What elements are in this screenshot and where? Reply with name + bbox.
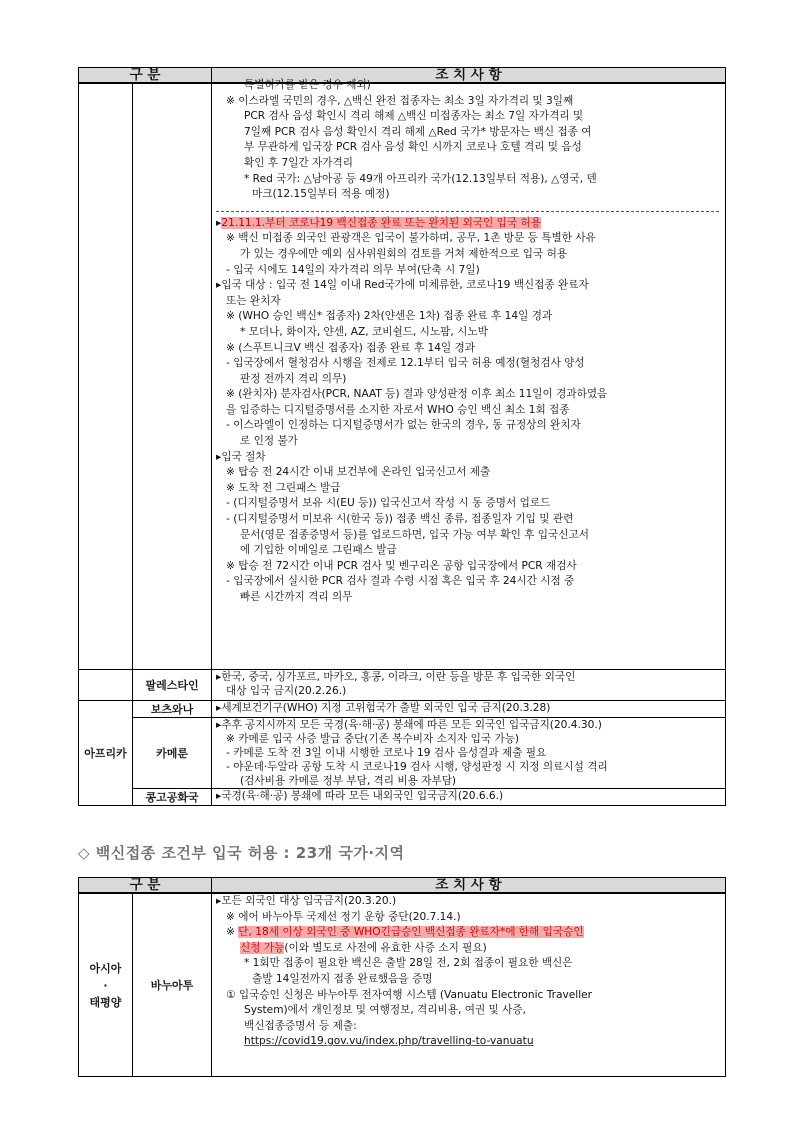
country-measures-table xyxy=(78,67,726,806)
text-line: * 모더나, 화이자, 얀센, AZ, 코비쉴드, 시노팜, 시노박 xyxy=(240,325,488,338)
text-line: 확인 후 7일간 자가격리 xyxy=(244,156,353,169)
region-line: 태평양 xyxy=(89,995,122,1009)
country-cameroon: 카메룬 xyxy=(133,718,212,789)
text-line: ※ (WHO 승인 백신* 접종자) 2차(얀센은 1차) 접종 완료 후 14일 경과 xyxy=(226,310,553,323)
text-line: - 야운데·두알라 공항 도착 시 코로나19 검사 시행, 양성판정 시 지정 의료시설 격리 xyxy=(226,761,608,773)
text-line: ▸국경(육·해·공) 봉쇄에 따라 모든 내외국인 입국금지(20.6.6.) xyxy=(216,790,504,802)
highlighted-text: 신청 가능 xyxy=(240,941,285,954)
table-row-botswana xyxy=(79,701,726,718)
text-line: - 입국 시에도 14일의 자가격리 의무 부여(단축 시 7일) xyxy=(226,263,480,276)
note-text: (이와 별도로 사전에 유효한 사증 소지 필요) xyxy=(284,941,487,954)
text-line xyxy=(216,941,719,957)
text-line: ※ 카메룬 입국 사증 발급 중단(기존 복수비자 소지자 입국 가능) xyxy=(226,733,520,745)
text-line: ▸세계보건기구(WHO) 지정 고위험국가 출발 외국인 입국 금지(20.3.28) xyxy=(216,702,551,714)
country-palestine: 팔레스타인 xyxy=(133,670,212,701)
country-vanuatu: 바누아투 xyxy=(133,893,212,1077)
text-line: 에 기입한 이메일로 그린패스 발급 xyxy=(240,544,397,557)
text-line: ▸21.11.1.부터 코로나19 백신접종 완료 또는 완치된 외국인 입국 허용 xyxy=(216,216,541,229)
region-cell-empty xyxy=(79,83,133,670)
table-row-israel xyxy=(79,83,726,670)
text-line: 출발 14일전까지 접종 완료했음을 증명 xyxy=(252,972,433,985)
text-line: ※ 탑승 전 24시간 이내 보건부에 온라인 입국신고서 제출 xyxy=(226,466,491,479)
text-line: - (디지털증명서 보유 시(EU 등)) 입국신고서 작성 시 동 증명서 업로드 xyxy=(226,497,551,510)
text-line: 7일째 PCR 검사 음성 확인시 격리 해제 △Red 국가* 방문자는 백신 접종 여 xyxy=(244,125,592,138)
text-line: ▸모든 외국인 대상 입국금지(20.3.20.) xyxy=(216,895,397,907)
text-line: ▸입국 대상 : 입국 전 14일 이내 Red국가에 미체류한, 코로나19 백신접종 완료자 xyxy=(216,279,589,292)
region-africa: 아프리카 xyxy=(79,701,133,806)
region-asia-pacific xyxy=(79,893,133,1077)
vanuatu-measures xyxy=(212,893,726,1077)
dashed-divider xyxy=(216,211,719,212)
note-mark: ※ xyxy=(226,926,239,939)
header-category: 구 분 xyxy=(79,878,212,894)
text-line: ※ 이스라엘 국민의 경우, △백신 완전 접종자는 최소 3일 자가격리 및 3일째 xyxy=(226,94,574,107)
text-line: 로 인정 불가 xyxy=(240,435,298,448)
congo-measures xyxy=(212,789,726,806)
text-line: - (디지털증명서 미보유 시(한국 등)) 접종 백신 종류, 접종일자 기입 및 관련 xyxy=(226,513,574,526)
region-line: · xyxy=(103,978,108,992)
text-line: ※ (완치자) 분자검사(PCR, NAAT 등) 결과 양성판정 이후 최소 11일이 경과하였음 xyxy=(226,388,608,401)
text-line: ▸한국, 중국, 싱가포르, 마카오, 홍콩, 이라크, 이란 등을 방문 후 입국한 외국인 xyxy=(216,671,576,683)
text-line: ▸입국 절차 xyxy=(216,450,266,463)
text-line: System)에서 개인정보 및 여행정보, 격리비용, 여권 및 사증, xyxy=(244,1004,526,1017)
text-line: 문서(영문 접종증명서 등)를 업로드하면, 입국 가능 여부 확인 후 입국신고서 xyxy=(240,528,589,541)
country-cell-empty xyxy=(133,83,212,670)
text-line: * 1회만 접종이 필요한 백신은 출발 28일 전, 2회 접종이 필요한 백신은 xyxy=(244,957,573,970)
header-measures: 조 치 사 항 xyxy=(212,878,726,894)
text-line: - 입국장에서 혈청검사 시행을 전제로 12.1부터 입국 허용 예정(혈청검사 양성 xyxy=(226,357,585,370)
cameroon-measures xyxy=(212,718,726,789)
text-line xyxy=(216,1034,719,1050)
region-line: 아시아 xyxy=(89,961,122,975)
table-header xyxy=(79,878,726,894)
palestine-measures xyxy=(212,670,726,701)
section-title: ◇ 백신접종 조건부 입국 허용 : 23개 국가·지역 xyxy=(78,844,405,862)
text-line: - 카메룬 도착 전 3일 이내 시행한 코로나 19 검사 음성결과 제출 필요 xyxy=(226,747,547,759)
header-measures: 조 치 사 항 xyxy=(212,68,726,84)
text-line xyxy=(216,925,719,941)
text-line: 판정 전까지 격리 의무) xyxy=(240,372,347,385)
country-congo: 콩고공화국 xyxy=(133,789,212,806)
vaccination-entry-table xyxy=(78,877,726,1077)
table-row-vanuatu xyxy=(79,893,726,1077)
highlighted-text: 21.11.1.부터 코로나19 백신접종 완료 또는 완치된 외국인 입국 허용 xyxy=(221,216,541,229)
text-line: (검사비용 카메룬 정부 부담, 격리 비용 자부담) xyxy=(240,775,457,787)
text-line: 빠른 시간까지 격리 의무 xyxy=(240,591,353,603)
text-line: ※ 도착 전 그린패스 발급 xyxy=(226,481,341,494)
header-category: 구 분 xyxy=(79,68,212,84)
text-line: 을 입증하는 디지털증명서를 소지한 자로서 WHO 승인 백신 최소 1회 접종 xyxy=(226,403,570,416)
text-line: - 이스라엘이 인정하는 디지털증명서가 없는 한국의 경우, 동 규정상의 완치자 xyxy=(226,419,581,432)
text-line: PCR 검사 음성 확인시 격리 해제 △백신 미접종자는 최소 7일 자가격리 및 xyxy=(244,110,584,123)
text-line: 부 무관하게 입국장 PCR 검사 음성 확인 시까지 코로나 호텔 격리 및 음성 xyxy=(244,141,582,154)
text-line: 마크(12.15일부터 적용 예정) xyxy=(252,188,390,201)
botswana-measures xyxy=(212,701,726,718)
table-row-palestine xyxy=(79,670,726,701)
text-line: 대상 입국 금지(20.2.26.) xyxy=(226,685,347,697)
text-line: - 입국장에서 실시한 PCR 검사 결과 수령 시점 혹은 입국 후 24시간 시점 중 xyxy=(226,575,575,588)
region-cell-empty xyxy=(79,670,133,701)
text-line: 백신접종증명서 등 제출: xyxy=(244,1019,357,1032)
country-botswana: 보츠와나 xyxy=(133,701,212,718)
text-line: ▸추후 공지시까지 모든 국경(육·해·공) 봉쇄에 따른 모든 외국인 입국금지(20.4.30.) xyxy=(216,719,602,731)
highlighted-text: 단, 18세 이상 외국인 중 WHO긴급승인 백신접종 완료자*에 한해 입국승인 xyxy=(238,926,584,939)
text-line: 특별허가를 받은 경우 제외) xyxy=(244,79,371,91)
text-line: ※ 에어 바누아투 국제선 정기 운항 중단(20.7.14.) xyxy=(226,910,461,923)
table-row-cameroon xyxy=(79,718,726,789)
text-line: ※ 탑승 전 72시간 이내 PCR 검사 및 벤구리온 공항 입국장에서 PCR 재검사 xyxy=(226,559,577,572)
text-line: 가 있는 경우에만 예외 심사위원회의 검토를 거쳐 제한적으로 입국 허용 xyxy=(240,247,568,260)
table-row-congo xyxy=(79,789,726,806)
text-line: ※ (스푸트니크V 백신 접종자) 접종 완료 후 14일 경과 xyxy=(226,341,476,354)
israel-measures xyxy=(212,79,726,670)
text-line: ※ 백신 미접종 외국인 관광객은 입국이 불가하며, 공무, 1촌 방문 등 특별한 사유 xyxy=(226,232,596,245)
text-line: 또는 완치자 xyxy=(226,294,281,307)
vanuatu-travel-link[interactable]: https://covid19.gov.vu/index.php/travelling-to-vanuatu xyxy=(244,1035,534,1048)
text-line: ① 입국승인 신청은 바누아투 전자여행 시스템 (Vanuatu Electronic Traveller xyxy=(226,988,593,1001)
text-line: * Red 국가: △남아공 등 49개 아프리카 국가(12.13일부터 적용), △영국, 덴 xyxy=(244,172,597,185)
